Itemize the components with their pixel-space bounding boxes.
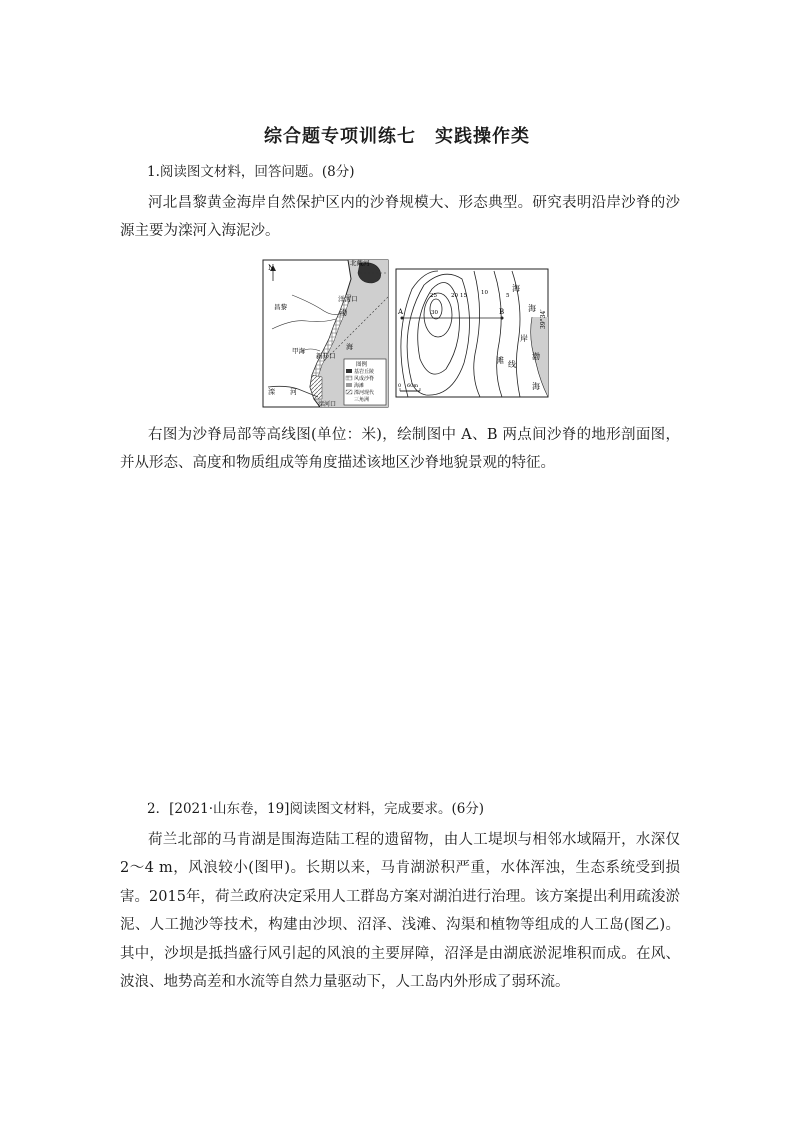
north-label: N bbox=[268, 264, 275, 272]
contour-label: 10 bbox=[481, 290, 488, 296]
place-label: 北戴河 bbox=[350, 259, 370, 267]
point-a-label: A bbox=[398, 308, 404, 316]
region-label: 滩 bbox=[496, 356, 504, 365]
legend-item: 基岩丘陵 bbox=[354, 369, 375, 375]
question-1-figure bbox=[262, 259, 550, 409]
place-label: 滦 bbox=[268, 388, 275, 396]
place-label: 海 bbox=[346, 343, 353, 351]
region-label: 线 bbox=[508, 360, 516, 369]
region-label: 海 bbox=[528, 304, 536, 313]
place-label: 渤 bbox=[340, 309, 347, 317]
region-label: 渤 bbox=[532, 352, 540, 361]
question-1-material: 河北昌黎黄金海岸自然保护区内的沙脊规模大、形态典型。研究表明沿岸沙脊的沙源主要为滦河入海泥沙。 bbox=[120, 195, 680, 240]
contour-label: 30 bbox=[431, 310, 438, 316]
location-map bbox=[263, 259, 388, 408]
legend-item: 三角洲 bbox=[354, 397, 370, 403]
contour-label: 25 bbox=[430, 293, 437, 299]
place-label: 洋河口 bbox=[338, 295, 358, 303]
question-1-task: 右图为沙脊局部等高线图(单位：米)，绘制图中 A、B 两点间沙脊的地形剖面图，并从形态、高度和物质组成等角度描述该地区沙脊地貌景观的特征。 bbox=[120, 427, 680, 472]
question-1-heading: 1.阅读图文材料，回答问题。(8分) bbox=[147, 164, 355, 180]
legend-item: 滦河现代 bbox=[354, 390, 375, 396]
place-label: 滦河口 bbox=[318, 401, 337, 408]
legend-item: 风成沙脊 bbox=[354, 376, 375, 382]
region-label: 海 bbox=[512, 284, 520, 293]
contour-map bbox=[396, 269, 548, 397]
contour-label: 20 bbox=[451, 293, 458, 299]
scale-zero: 0 bbox=[398, 383, 402, 389]
question-2-heading: 2．[2021·山东卷，19]阅读图文材料，完成要求。(6分) bbox=[147, 801, 485, 817]
contour-label: 5 bbox=[506, 293, 510, 299]
page-title: 综合题专项训练七 实践操作类 bbox=[264, 126, 530, 147]
place-label: 昌黎 bbox=[274, 303, 287, 311]
scale-end: 60m bbox=[407, 383, 419, 389]
map-legend bbox=[344, 359, 386, 405]
place-label: 河 bbox=[290, 388, 297, 396]
place-label: 甲海 bbox=[292, 347, 305, 355]
legend-item: 海滩 bbox=[354, 383, 365, 389]
region-label: 岸 bbox=[520, 334, 528, 343]
region-label: 海 bbox=[532, 382, 540, 391]
point-b-label: B bbox=[499, 308, 505, 316]
contour-label: 15 bbox=[460, 293, 467, 299]
latitude-label: 39°34′ bbox=[540, 309, 547, 329]
place-label: 新开口 bbox=[316, 352, 336, 360]
question-2-material: 荷兰北部的马肯湖是围海造陆工程的遗留物，由人工堤坝与相邻水域隔开，水深仅 2～4 m，风浪较小(图甲)。长期以来，马肯湖淤积严重，水体浑浊，生态系统受到损害。2015年，荷兰政府决定采用人工群岛方案对湖泊进行治理。该方案提出利用疏浚淤泥、人工抛沙等技术，构建由沙坝、沼泽、浅滩、沟渠和植物等组成的人工岛(图乙)。其中，沙坝是抵挡盛行风引起的风浪的主要屏障，沼泽是由湖底淤泥堆积而成。在风、波浪、地势高差和水流等自然力量驱动下，人工岛内外形成了弱环流。 bbox=[120, 832, 680, 991]
legend-title: 图例 bbox=[356, 362, 368, 368]
